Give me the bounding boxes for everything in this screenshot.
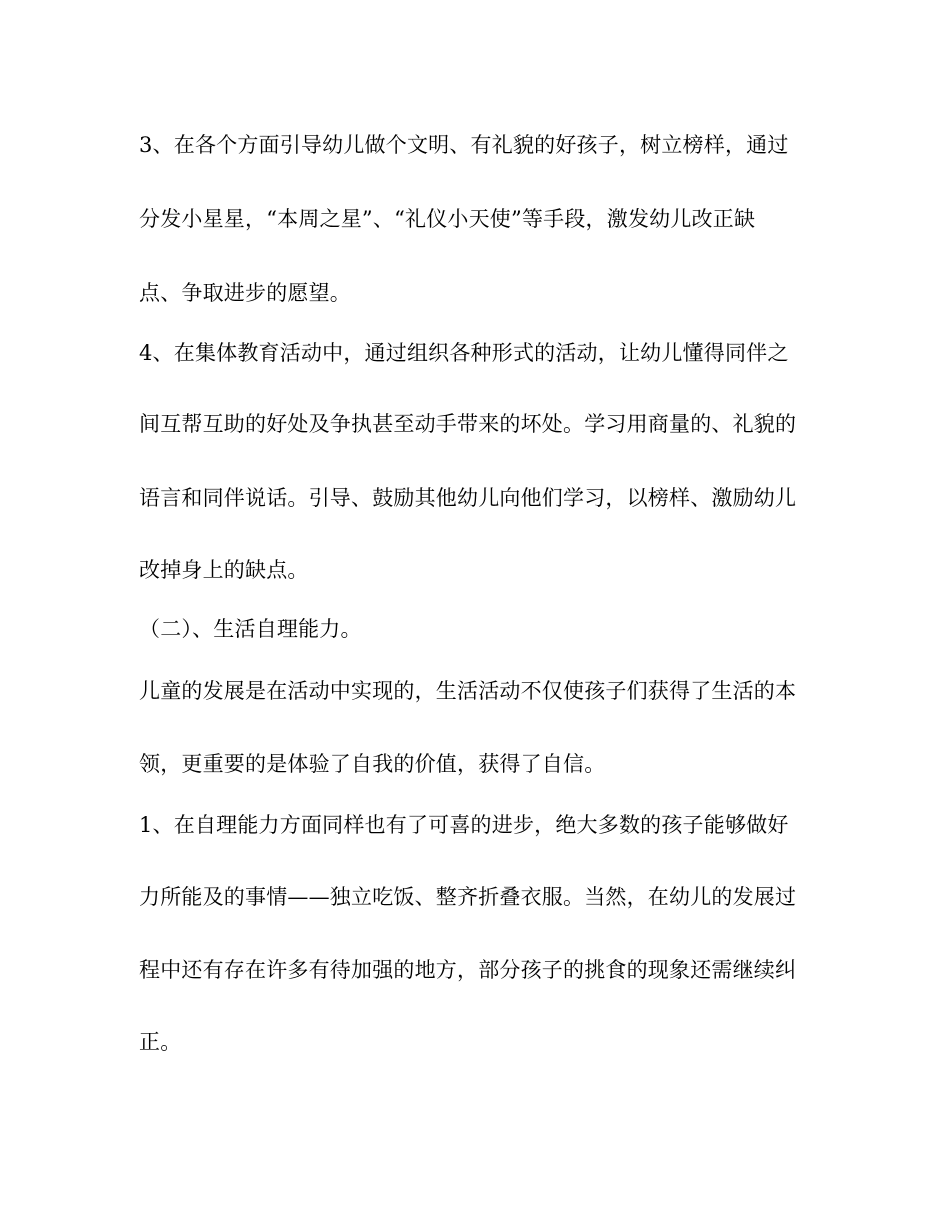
paragraph-3-line-3: 点、争取进步的愿望。 (139, 281, 351, 305)
paragraph-4-line-2: 间互帮互助的好处及争执甚至动手带来的坏处。学习用商量的、礼貌的 (139, 412, 797, 436)
paragraph-1-line-1: 1、在自理能力方面同样也有了可喜的进步，绝大多数的孩子能够做好 (139, 813, 789, 837)
intro-paragraph-line-2: 领，更重要的是体验了自我的价值，获得了自信。 (139, 752, 606, 776)
intro-paragraph-line-1: 儿童的发展是在活动中实现的，生活活动不仅使孩子们获得了生活的本 (139, 679, 797, 703)
paragraph-4-line-1: 4、在集体教育活动中，通过组织各种形式的活动，让幼儿懂得同伴之 (139, 341, 789, 365)
paragraph-3-line-1: 3、在各个方面引导幼儿做个文明、有礼貌的好孩子，树立榜样，通过 (139, 133, 789, 157)
section-heading-self-care: （二）、生活自理能力。 (139, 617, 362, 641)
paragraph-4-line-3: 语言和同伴说话。引导、鼓励其他幼儿向他们学习，以榜样、激励幼儿 (139, 486, 797, 510)
paragraph-1-line-2: 力所能及的事情——独立吃饭、整齐折叠衣服。当然，在幼儿的发展过 (139, 885, 797, 909)
paragraph-4-line-4: 改掉身上的缺点。 (139, 558, 309, 582)
paragraph-1-line-4: 正。 (139, 1030, 182, 1054)
paragraph-3-line-2: 分发小星星，“本周之星”、“礼仪小天使”等手段，激发幼儿改正缺 (139, 207, 756, 231)
paragraph-1-line-3: 程中还有存在许多有待加强的地方，部分孩子的挑食的现象还需继续纠 (139, 958, 797, 982)
